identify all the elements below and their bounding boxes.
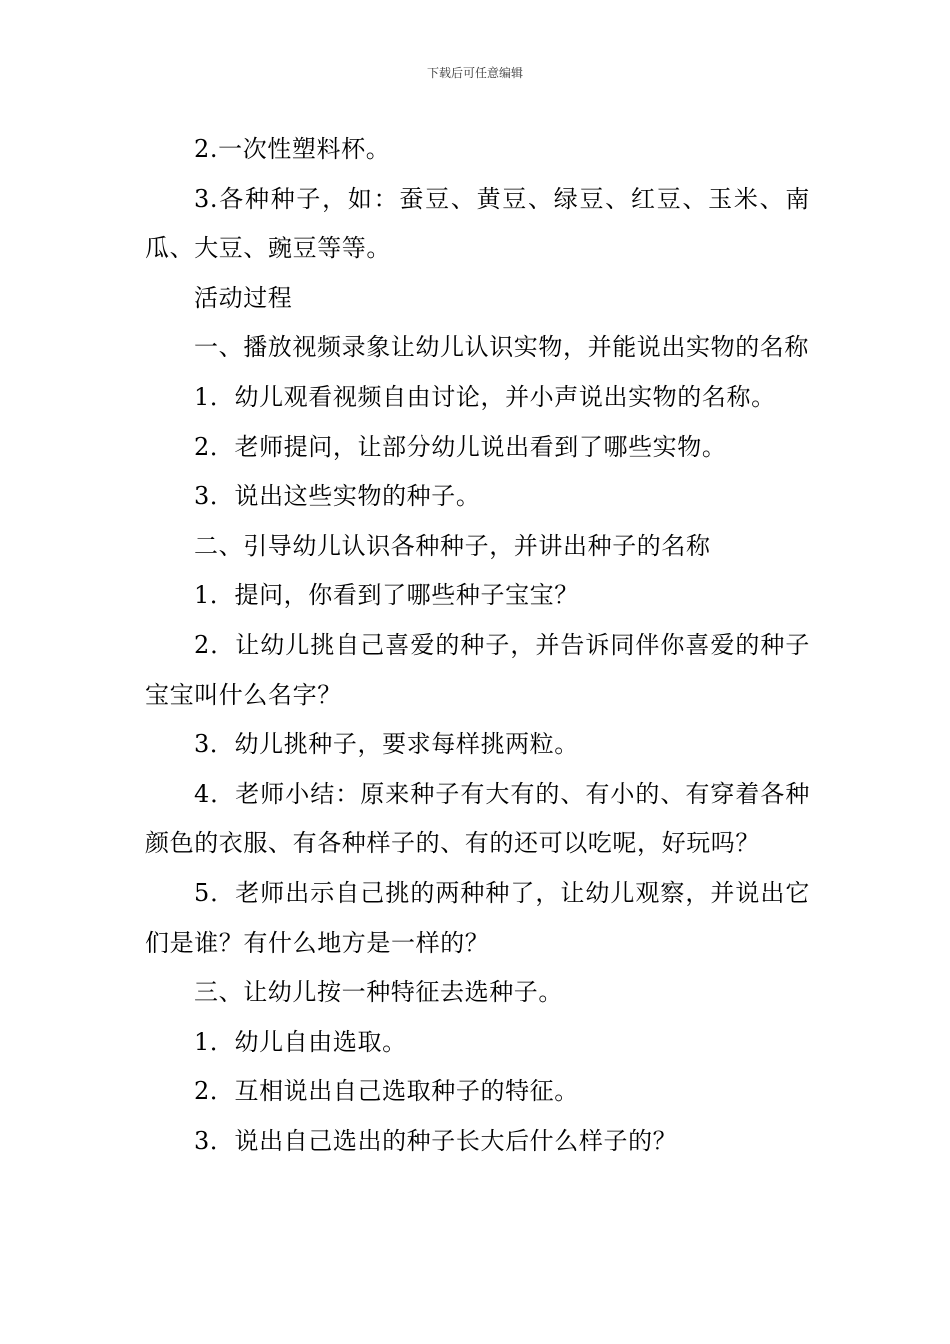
paragraph-part-3-step-2: 2．互相说出自己选取种子的特征。: [194, 1077, 579, 1106]
paragraph-material-2: 2.一次性塑料杯。: [194, 135, 391, 163]
section-heading-part-1: 一、播放视频录象让幼儿认识实物，并能说出实物的名称: [194, 333, 809, 362]
paragraph-part-2-step-5: 5．老师出示自己挑的两种种了，让幼儿观察，并说出它们是谁？有什么地方是一样的？: [145, 878, 810, 957]
paragraph-part-2-step-4: 4．老师小结：原来种子有大有的、有小的、有穿着各种颜色的衣服、有各种样子的、有的还可以吃呢，好玩吗？: [145, 779, 810, 858]
page-header-note: 下载后可任意编辑: [426, 66, 523, 80]
paragraph-part-1-step-3: 3．说出这些实物的种子。: [194, 482, 481, 511]
paragraph-part-1-step-1: 1．幼儿观看视频自由讨论，并小声说出实物的名称。: [194, 382, 776, 411]
section-heading-part-3: 三、让幼儿按一种特征去选种子。: [194, 978, 563, 1007]
section-heading-activity-process: 活动过程: [194, 283, 293, 312]
paragraph-part-3-step-1: 1．幼儿自由选取。: [194, 1027, 407, 1056]
paragraph-part-2-step-1: 1．提问，你看到了哪些种子宝宝？: [194, 581, 579, 610]
paragraph-part-3-step-3: 3．说出自己选出的种子长大后什么样子的？: [194, 1126, 678, 1155]
section-heading-part-2: 二、引导幼儿认识各种种子，并讲出种子的名称: [194, 531, 711, 560]
paragraph-material-3: 3.各种种子，如：蚕豆、黄豆、绿豆、红豆、玉米、南瓜、大豆、豌豆等等。: [145, 184, 810, 263]
document-body: [145, 125, 810, 1166]
paragraph-part-2-step-3: 3．幼儿挑种子，要求每样挑两粒。: [194, 730, 579, 759]
paragraph-part-1-step-2: 2．老师提问，让部分幼儿说出看到了哪些实物。: [194, 432, 727, 461]
paragraph-part-2-step-2: 2．让幼儿挑自己喜爱的种子，并告诉同伴你喜爱的种子宝宝叫什么名字？: [145, 630, 810, 709]
